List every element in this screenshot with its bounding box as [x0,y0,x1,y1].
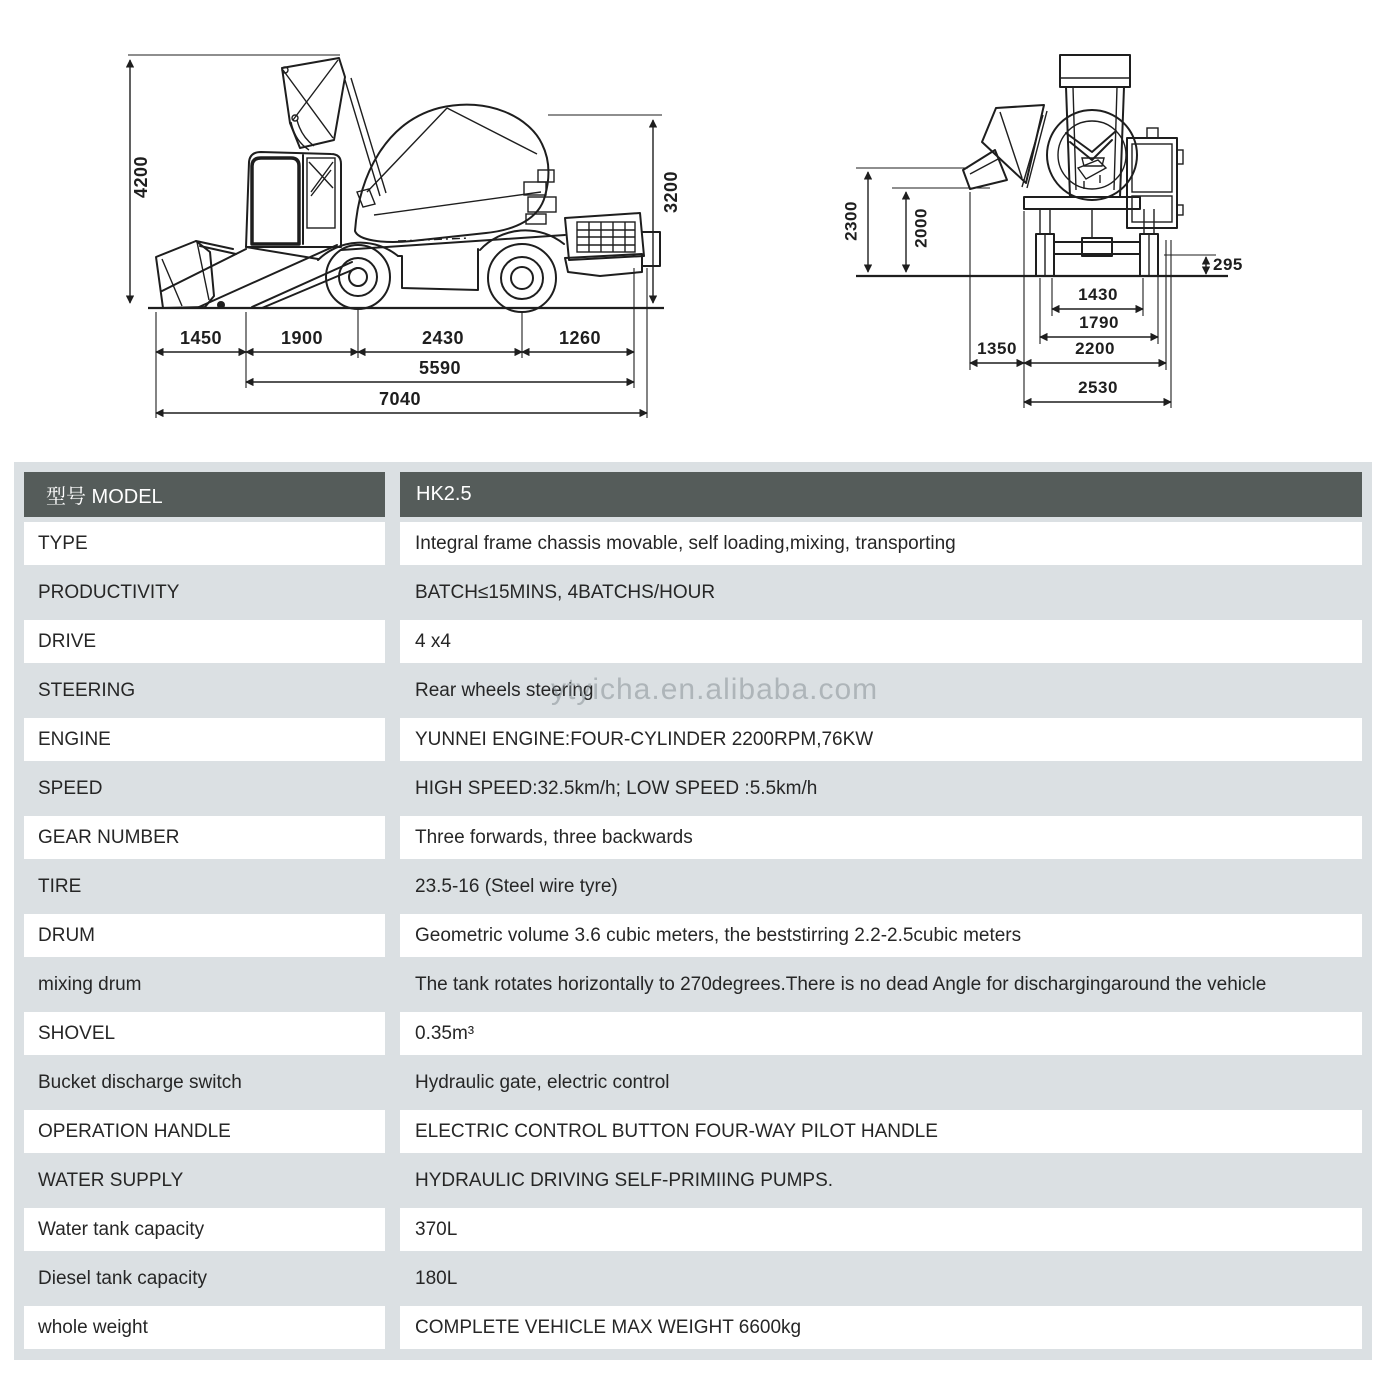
spec-label-cell: TIRE [38,875,82,897]
spec-value-cell: Rear wheels steering [415,679,594,701]
spec-value-cell: HIGH SPEED:32.5km/h; LOW SPEED :5.5km/h [415,777,818,799]
spec-row-bucket-discharge-switch [24,1058,1362,1107]
spec-label-cell: STEERING [38,679,136,701]
spec-value-cell: 370L [400,1205,1362,1254]
spec-value-cell: The tank rotates horizontally to 270degrees.There is no dead Angle for dischargingaround the vehicle [415,973,1267,995]
spec-value-cell: 180L [415,1267,458,1289]
spec-row-engine [24,715,1362,764]
spec-row-shovel [24,1009,1362,1058]
spec-row-water-supply [24,1156,1362,1205]
spec-label-cell: SPEED [38,777,103,799]
model-header-value: HK2.5 [400,472,1362,517]
spec-row-drum [24,911,1362,960]
spec-value-cell: Hydraulic gate, electric control [415,1071,670,1093]
spec-row-water-tank-capacity [24,1205,1362,1254]
spec-label-cell: ENGINE [24,715,385,764]
dimension-label: 1450 [179,328,223,348]
spec-label-cell: DRIVE [24,617,385,666]
spec-value-cell: YUNNEI ENGINE:FOUR-CYLINDER 2200RPM,76KW [400,715,1362,764]
spec-value-cell: Geometric volume 3.6 cubic meters, the beststirring 2.2-2.5cubic meters [400,911,1362,960]
spec-label-cell: WATER SUPPLY [38,1169,184,1191]
spec-label-cell: SHOVEL [24,1009,385,1058]
dimension-label: 1350 [977,339,1017,358]
spec-value-cell: ELECTRIC CONTROL BUTTON FOUR-WAY PILOT HANDLE [400,1107,1362,1156]
spec-value-cell: COMPLETE VEHICLE MAX WEIGHT 6600kg [400,1303,1362,1352]
spec-value-cell: Three forwards, three backwards [400,813,1362,862]
side-view-dimension-lines [130,60,653,413]
dimension-label: 2300 [841,201,861,241]
spec-row-type [24,519,1362,568]
spec-label-cell: whole weight [24,1303,385,1352]
dimension-label: 4200 [131,155,151,199]
watermark-text: ytyicha.en.alibaba.com [551,673,879,706]
spec-value-cell: 23.5-16 (Steel wire tyre) [415,875,618,897]
rear-view-drawing [830,40,1250,420]
spec-row-productivity [24,568,1362,617]
spec-table [14,462,1372,1360]
spec-row-gear-number [24,813,1362,862]
spec-label-cell: GEAR NUMBER [24,813,385,862]
spec-label-cell: Bucket discharge switch [38,1071,242,1093]
spec-label-cell: Water tank capacity [24,1205,385,1254]
spec-row-diesel-tank-capacity [24,1254,1362,1303]
spec-label-cell: OPERATION HANDLE [24,1107,385,1156]
spec-value-cell: Integral frame chassis movable, self loading,mixing, transporting [400,519,1362,568]
dimension-label: 1790 [1079,313,1119,332]
truck-rear-outline [963,55,1183,276]
dimension-label: 3200 [661,170,681,214]
spec-label-cell: PRODUCTIVITY [38,581,180,603]
dimension-label: 2430 [421,328,465,348]
spec-table-header [24,472,1362,517]
dimension-label: 1430 [1078,285,1118,304]
spec-label-cell: DRUM [24,911,385,960]
dimension-label: 2200 [1075,339,1115,358]
spec-row-whole-weight [24,1303,1362,1352]
spec-label-cell: Diesel tank capacity [38,1267,207,1289]
model-header-label: 型号 MODEL [24,472,385,517]
dimension-label: 1260 [558,328,602,348]
spec-row-drive [24,617,1362,666]
spec-row-tire [24,862,1362,911]
dimension-label: 5590 [418,358,462,378]
spec-value-cell: 0.35m³ [400,1009,1362,1058]
spec-label-cell: mixing drum [38,973,142,995]
spec-row-speed [24,764,1362,813]
spec-row-mixing-drum [24,960,1362,1009]
spec-value-cell: 4 x4 [400,617,1362,666]
dimension-label: 7040 [378,389,422,409]
rear-view-extension-lines [856,168,1216,408]
spec-row-operation-handle [24,1107,1362,1156]
dimension-label: 2000 [911,208,931,248]
side-view-drawing [80,28,700,430]
dimension-label: 1900 [280,328,324,348]
spec-value-cell: BATCH≤15MINS, 4BATCHS/HOUR [415,581,716,603]
spec-label-cell: TYPE [24,519,385,568]
truck-side-outline [156,58,660,312]
rear-view-dimension-lines [868,172,1206,402]
dimension-label: 2530 [1078,378,1118,397]
dimension-label: 295 [1213,255,1243,274]
spec-row-steering [24,666,1362,715]
spec-value-cell: HYDRAULIC DRIVING SELF-PRIMIING PUMPS. [415,1169,834,1191]
